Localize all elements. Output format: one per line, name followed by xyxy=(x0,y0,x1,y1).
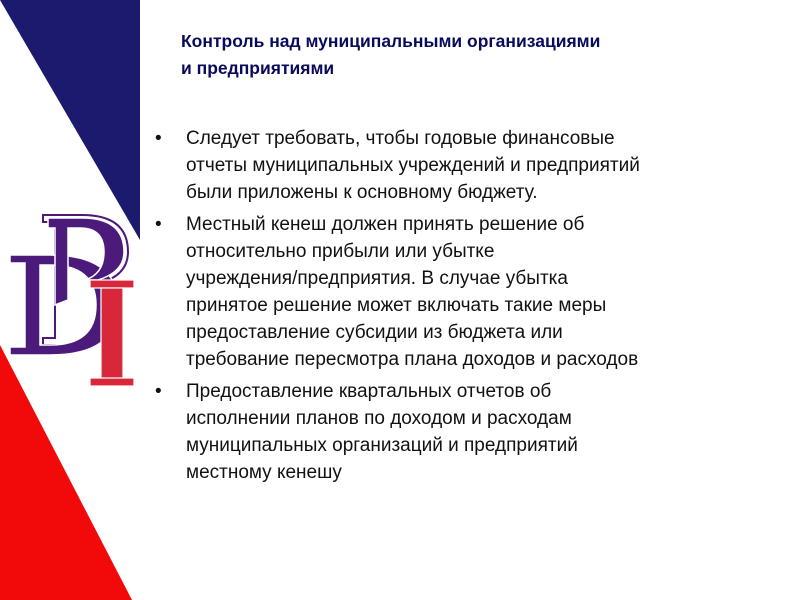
bullet-icon: • xyxy=(155,381,162,402)
bullet-line: Предоставление квартальных отчетов об xyxy=(186,381,552,402)
bullet-icon: • xyxy=(155,214,162,235)
bullet-item xyxy=(155,211,775,373)
bullet-icon: • xyxy=(155,128,162,149)
bullet-line: отчеты муниципальных учреждений и предприятий xyxy=(186,155,640,176)
slide-title-line-1: Контроль над муниципальными организациями xyxy=(181,31,601,51)
bullet-line: принятое решение может включать такие меры xyxy=(186,295,607,316)
slide-title-line-2: и предприятиями xyxy=(181,58,335,78)
dbi-monogram-logo xyxy=(10,215,134,386)
bullet-item xyxy=(155,378,775,486)
bullet-line: Местный кенеш должен принять решение об xyxy=(186,214,585,235)
bullet-line: местному кенешу xyxy=(186,462,342,483)
slide-title xyxy=(181,28,771,82)
bullet-item xyxy=(155,125,775,206)
bullet-line: относительно прибыли или убытке xyxy=(186,241,495,262)
navy-triangle xyxy=(0,0,140,240)
bullet-line: предоставление субсидии из бюджета или xyxy=(186,322,563,343)
bullet-line: исполнении планов по доходом и расходам xyxy=(186,408,572,429)
bullet-list xyxy=(155,125,775,491)
bullet-line: были приложены к основному бюджету. xyxy=(186,182,538,203)
bullet-line: Следует требовать, чтобы годовые финансовые xyxy=(186,128,615,149)
bullet-line: требование пересмотра плана доходов и расходов xyxy=(186,349,639,370)
bullet-line: муниципальных организаций и предприятий xyxy=(186,435,578,456)
bullet-line: учреждения/предприятия. В случае убытка xyxy=(186,268,568,289)
